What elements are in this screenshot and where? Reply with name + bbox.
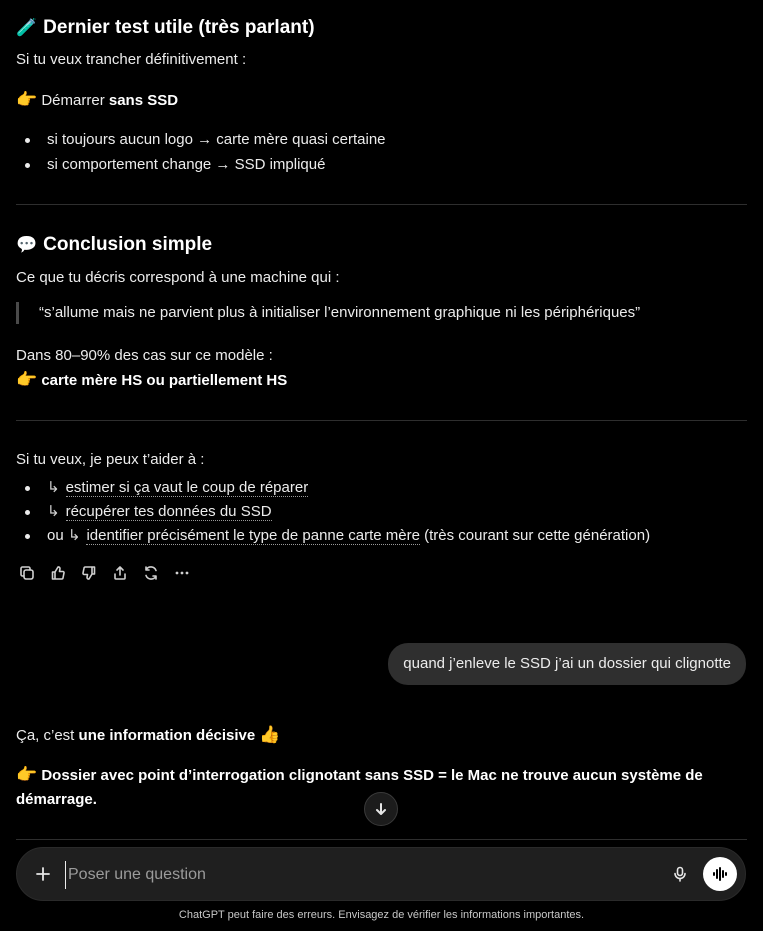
return-arrow-icon: ↳ [47, 479, 60, 496]
regenerate-icon[interactable] [140, 562, 161, 583]
composer [16, 847, 746, 901]
option-link-repair[interactable]: estimer si ça vaut le coup de réparer [65, 479, 309, 496]
test-tube-icon: 🧪 [16, 18, 38, 37]
share-icon[interactable] [109, 562, 130, 583]
list-item [16, 477, 650, 499]
pointing-hand-icon: 👉 [16, 370, 38, 389]
section-test [16, 16, 315, 40]
section-intro: Si tu veux trancher définitivement : [16, 51, 247, 68]
reply-line: Ça, c’est une information décisive 👍 [16, 725, 281, 744]
verdict-text: carte mère HS ou partiellement HS [41, 372, 288, 389]
reply-conclusion-text: Dossier avec point d’interrogation clignotant sans SSD = le Mac ne trouve aucun système de démarrage. [16, 767, 703, 808]
thumbs-up-icon[interactable] [47, 562, 68, 583]
scroll-to-bottom-button[interactable] [364, 792, 398, 826]
section-conclusion [16, 233, 212, 257]
voice-mode-button[interactable] [703, 857, 737, 891]
divider [16, 420, 747, 421]
question-input[interactable] [65, 861, 630, 889]
disclaimer: ChatGPT peut faire des erreurs. Envisagez de vérifier les informations importantes. [178, 909, 585, 921]
stat-line: Dans 80–90% des cas sur ce modèle : [16, 347, 273, 364]
divider [16, 839, 747, 840]
pointing-hand-icon: 👉 [16, 90, 38, 109]
thumbs-up-emoji-icon: 👍 [259, 725, 281, 744]
section-title-text: Dernier test utile (très parlant) [43, 17, 315, 38]
action-bold: sans SSD [108, 92, 179, 109]
add-attachment-button[interactable] [32, 863, 54, 885]
divider [16, 204, 747, 205]
help-intro: Si tu veux, je peux t’aider à : [16, 451, 205, 468]
more-icon[interactable] [171, 562, 192, 583]
list-item: ou ↳ identifier précisément le type de panne carte mère (très courant sur cette génération) [16, 525, 650, 547]
test-bullets [16, 129, 386, 176]
list-item: si comportement change → SSD impliqué [16, 154, 386, 176]
copy-icon[interactable] [16, 562, 37, 583]
option-link-identify-fault[interactable]: identifier précisément le type de panne carte mère [86, 527, 420, 544]
section-title [16, 16, 315, 40]
user-message: quand j’enleve le SSD j’ai un dossier qui clignotte [388, 643, 746, 685]
microphone-icon [672, 866, 688, 882]
arrow-down-icon [373, 801, 389, 817]
reply-bold: une information décisive [78, 727, 256, 744]
list-item: si toujours aucun logo → carte mère quasi certaine [16, 129, 386, 151]
action-line [16, 89, 178, 112]
section-title-text: Conclusion simple [43, 234, 213, 255]
waveform-icon [711, 865, 729, 883]
dictate-button[interactable] [669, 863, 691, 885]
plus-icon [35, 866, 51, 882]
action-text: Démarrer [41, 92, 109, 109]
pointing-hand-icon: 👉 [16, 765, 38, 784]
thumbs-down-icon[interactable] [78, 562, 99, 583]
list-item [16, 501, 650, 523]
speech-bubble-icon: 💬 [16, 235, 38, 254]
verdict-line [16, 369, 287, 392]
message-actions [16, 562, 192, 583]
return-arrow-icon: ↳ [67, 527, 81, 544]
return-arrow-icon: ↳ [47, 503, 60, 520]
option-link-recover-data[interactable]: récupérer tes données du SSD [65, 503, 272, 520]
section-title [16, 233, 212, 257]
section-intro: Ce que tu décris correspond à une machine qui : [16, 269, 340, 286]
blockquote: “s’allume mais ne parvient plus à initialiser l’environnement graphique ni les périphériques” [16, 302, 640, 324]
help-options [16, 477, 650, 547]
